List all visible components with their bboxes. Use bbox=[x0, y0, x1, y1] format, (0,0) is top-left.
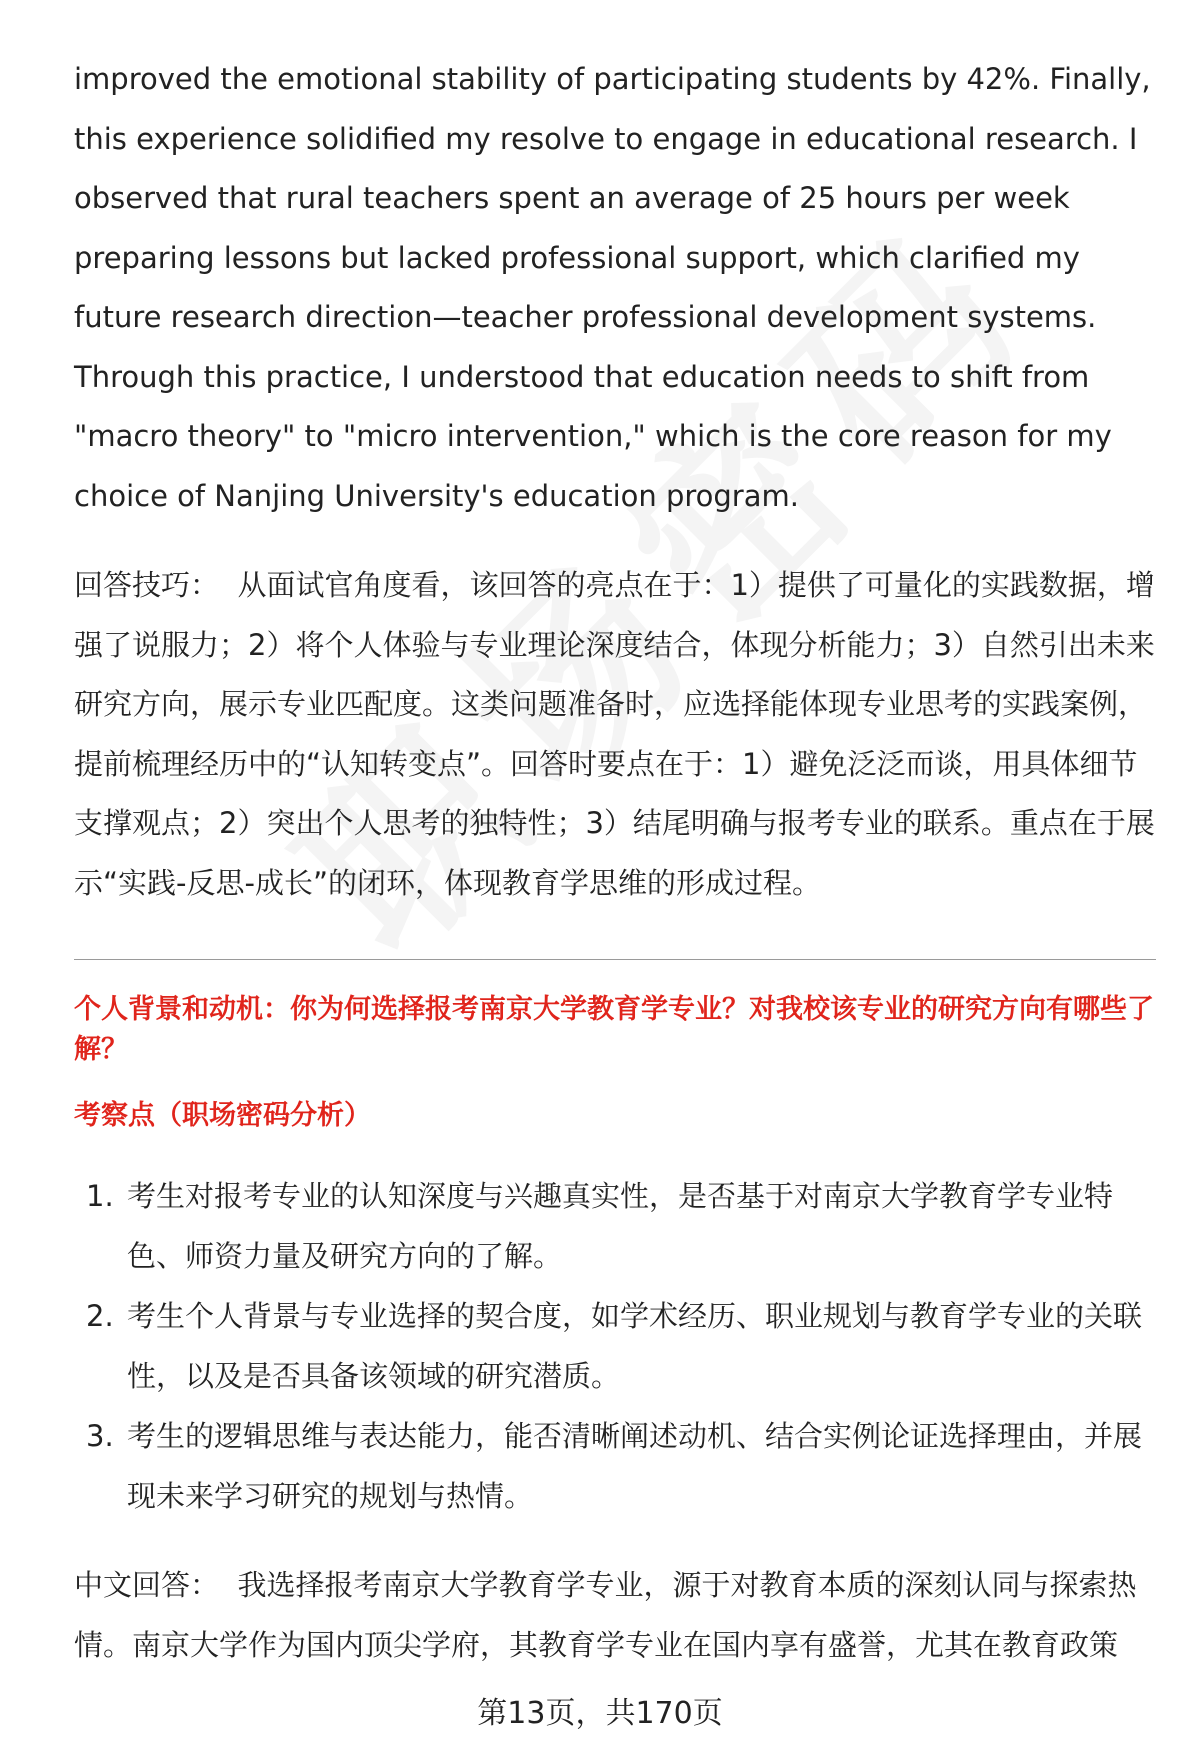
answer-text: 我选择报考南京大学教育学专业，源于对教育本质的深刻认同与探索热情。南京大学作为国内顶尖学府，其教育学专业在国内享有盛誉，尤其在教育政策 bbox=[74, 1568, 1137, 1662]
list-item-number: 3. bbox=[86, 1419, 114, 1453]
tip-text: 从面试官角度看，该回答的亮点在于：1）提供了可量化的实践数据，增强了说服力；2）将个人体验与专业理论深度结合，体现分析能力；3）自然引出未来研究方向，展示专业匹配度。这类问题准备时，应选择能体现专业思考的实践案例，提前梳理经历中的“认知转变点”。回答时要点在于：1）避免泛泛而谈，用具体细节支撑观点；2）突出个人思考的独特性；3）结尾明确与报考专业的联系。重点在于展示“实践-反思-成长”的闭环，体现教育学思维的形成过程。 bbox=[74, 568, 1155, 900]
page-content bbox=[74, 50, 1156, 1675]
page-number-footer: 第13页，共170页 bbox=[477, 1696, 723, 1731]
list-item bbox=[74, 1406, 1156, 1526]
list-item-text: 考生的逻辑思维与表达能力，能否清晰阐述动机、结合实例论证选择理由，并展现未来学习研究的规划与热情。 bbox=[127, 1419, 1143, 1513]
list-item-text: 考生个人背景与专业选择的契合度，如学术经历、职业规划与教育学专业的关联性，以及是否具备该领域的研究潜质。 bbox=[127, 1299, 1143, 1393]
answer-tip-paragraph bbox=[74, 556, 1156, 913]
analysis-points-list bbox=[74, 1166, 1156, 1526]
list-item bbox=[74, 1286, 1156, 1406]
analysis-subtitle: 考察点（职场密码分析） bbox=[74, 1100, 371, 1131]
list-item-number: 2. bbox=[86, 1299, 114, 1333]
section-divider bbox=[74, 959, 1156, 960]
tip-label: 回答技巧： bbox=[74, 568, 220, 602]
question-title: 个人背景和动机：你为何选择报考南京大学教育学专业？对我校该专业的研究方向有哪些了解？ bbox=[74, 994, 1154, 1065]
answer-label: 中文回答： bbox=[74, 1568, 220, 1602]
list-item-text: 考生对报考专业的认知深度与兴趣真实性，是否基于对南京大学教育学专业特色、师资力量及研究方向的了解。 bbox=[127, 1179, 1114, 1273]
chinese-answer-paragraph bbox=[74, 1556, 1156, 1675]
english-answer-paragraph: improved the emotional stability of participating students by 42%. Finally, this experience solidified my resolve to engage in educational research. I observed that rural teachers spent an average of 25 hours per week preparing lessons but lacked professional support, which clarified my future research direction—teacher professional development systems. Through this practice, I understood that education needs to shift from "macro theory" to "micro intervention," which is the core reason for my choice of Nanjing University's education program. bbox=[74, 62, 1151, 513]
list-item-number: 1. bbox=[86, 1179, 114, 1213]
list-item bbox=[74, 1166, 1156, 1286]
